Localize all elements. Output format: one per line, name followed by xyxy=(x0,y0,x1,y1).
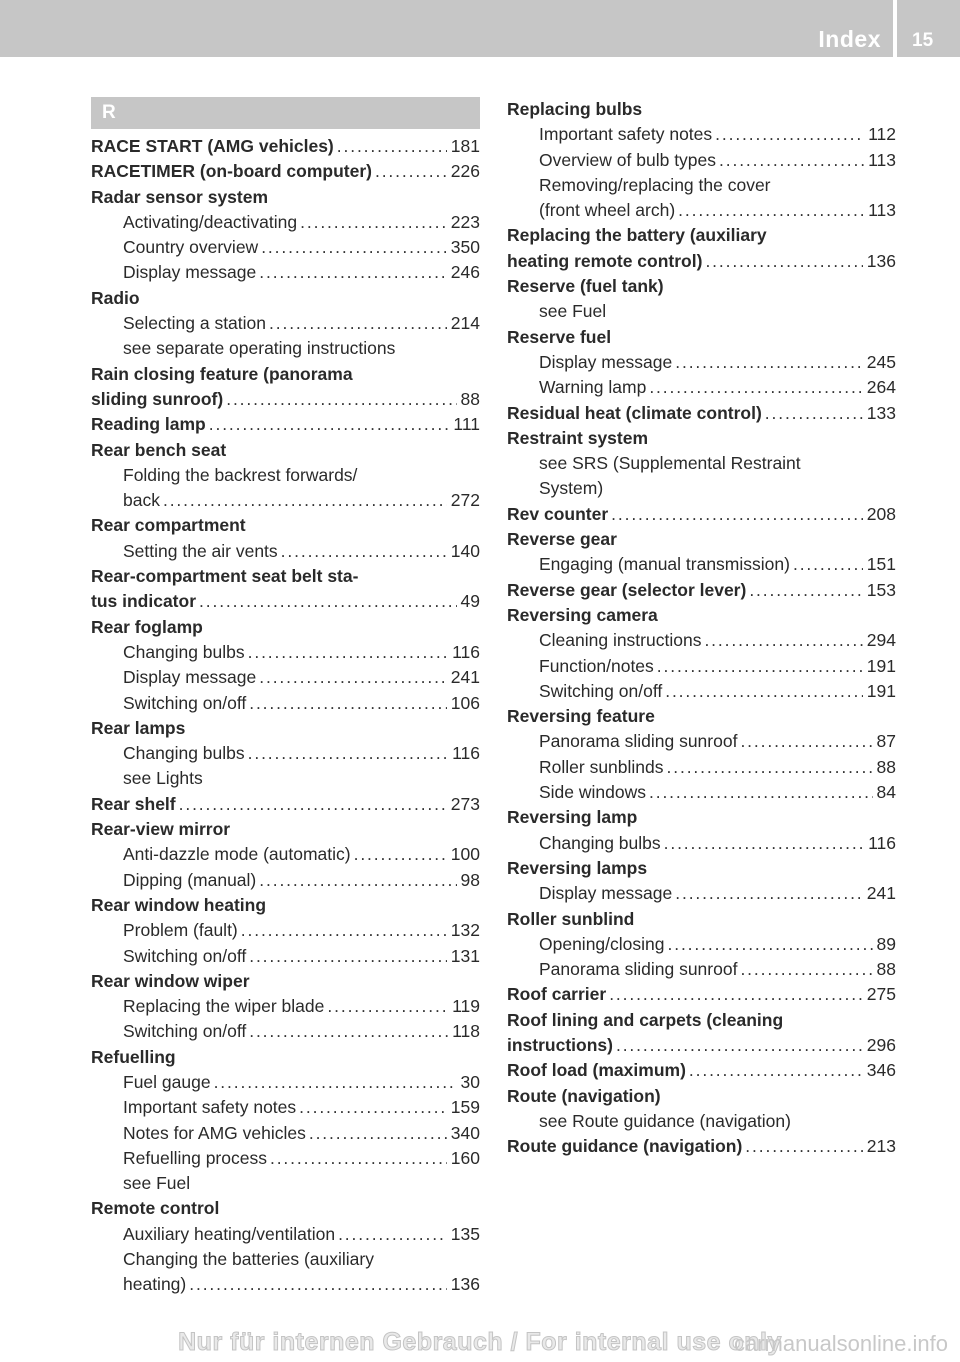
dot-leader xyxy=(338,1222,447,1247)
index-subentry xyxy=(91,311,480,336)
entry-text: Activating/deactivating xyxy=(123,211,298,232)
entry-text: Rear-view mirror xyxy=(91,819,231,840)
page-reference[interactable]: 88 xyxy=(876,756,896,777)
index-subentry xyxy=(91,235,480,260)
index-subentry xyxy=(507,552,896,577)
entry-text: instructions) xyxy=(507,1034,613,1055)
index-entry xyxy=(507,401,896,426)
header-divider xyxy=(893,0,897,57)
page-reference[interactable]: 87 xyxy=(876,731,896,752)
page-reference[interactable]: 159 xyxy=(450,1097,480,1118)
index-entry xyxy=(91,817,480,842)
letter-heading: R xyxy=(91,97,480,129)
page-reference[interactable]: 241 xyxy=(866,883,896,904)
index-entry xyxy=(91,969,480,994)
index-entry xyxy=(507,1058,896,1083)
entry-text: see Lights xyxy=(123,768,203,789)
entry-text: Auxiliary heating/ventilation xyxy=(123,1223,336,1244)
index-entry xyxy=(507,907,896,932)
dot-leader xyxy=(281,539,447,564)
dot-leader xyxy=(675,350,863,375)
entry-text: Notes for AMG vehicles xyxy=(123,1122,306,1143)
page-reference[interactable]: 89 xyxy=(876,933,896,954)
entry-text: Rev counter xyxy=(507,503,609,524)
page-reference[interactable]: 246 xyxy=(450,262,480,283)
entry-text: Engaging (manual transmission) xyxy=(539,554,790,575)
dot-leader xyxy=(705,249,862,274)
index-subentry xyxy=(507,122,896,147)
index-subentry xyxy=(91,640,480,665)
entry-text: see Fuel xyxy=(539,301,607,322)
entry-text: Changing bulbs xyxy=(123,743,245,764)
index-entry xyxy=(91,589,480,614)
dot-leader xyxy=(609,982,863,1007)
page-reference[interactable]: 116 xyxy=(868,832,896,853)
index-subentry xyxy=(507,198,896,223)
index-subentry xyxy=(91,1272,480,1297)
index-entry xyxy=(91,1196,480,1221)
dot-leader xyxy=(269,311,447,336)
entry-text: heating remote control) xyxy=(507,250,703,271)
entry-text: Display message xyxy=(539,351,673,372)
entry-text: (front wheel arch) xyxy=(539,200,676,221)
page-reference[interactable]: 111 xyxy=(453,414,480,435)
dot-leader xyxy=(259,665,447,690)
index-subentry xyxy=(91,336,480,361)
entry-text: Reverse gear xyxy=(507,529,617,550)
dot-leader xyxy=(209,412,450,437)
dot-leader xyxy=(616,1033,863,1058)
entry-text: Display message xyxy=(123,667,257,688)
index-entry xyxy=(507,249,896,274)
index-subentry xyxy=(91,1121,480,1146)
entry-text: Rear window wiper xyxy=(91,970,250,991)
page-reference[interactable]: 133 xyxy=(866,402,896,423)
entry-text: Reversing lamp xyxy=(507,807,638,828)
index-subentry xyxy=(507,932,896,957)
index-entry xyxy=(507,856,896,881)
page-reference[interactable]: 272 xyxy=(450,490,480,511)
index-entry xyxy=(91,792,480,817)
dot-leader xyxy=(793,552,863,577)
index-subentry xyxy=(507,299,896,324)
index-entry xyxy=(507,325,896,350)
entry-text: Reversing lamps xyxy=(507,857,648,878)
entry-text: Rear foglamp xyxy=(91,616,203,637)
dot-leader xyxy=(740,729,872,754)
entry-text: Problem (fault) xyxy=(123,920,238,941)
entry-text: Roof carrier xyxy=(507,984,607,1005)
index-subentry xyxy=(507,831,896,856)
page-reference[interactable]: 98 xyxy=(460,869,480,890)
index-subentry xyxy=(507,451,896,476)
dot-leader xyxy=(226,387,456,412)
page-reference[interactable]: 346 xyxy=(866,1060,896,1081)
dot-leader xyxy=(249,1019,448,1044)
page-reference[interactable]: 135 xyxy=(450,1223,480,1244)
index-subentry xyxy=(507,780,896,805)
entry-text: Dipping (manual) xyxy=(123,869,257,890)
entry-text: sliding sunroof) xyxy=(91,388,224,409)
index-subentry xyxy=(91,488,480,513)
index-subentry xyxy=(507,755,896,780)
entry-text: Reserve (fuel tank) xyxy=(507,276,664,297)
index-subentry xyxy=(91,944,480,969)
dot-leader xyxy=(249,691,447,716)
dot-leader xyxy=(611,502,863,527)
dot-leader xyxy=(199,589,457,614)
page-number: 15 xyxy=(912,30,934,51)
index-entry xyxy=(91,412,480,437)
entry-text: Rear-compartment seat belt sta- xyxy=(91,566,359,587)
index-entry xyxy=(91,564,480,589)
index-list-left xyxy=(91,134,480,1298)
page-reference[interactable]: 118 xyxy=(452,1021,480,1042)
entry-text: Replacing the wiper blade xyxy=(123,996,325,1017)
dot-leader xyxy=(248,640,448,665)
entry-text: Replacing the battery (auxiliary xyxy=(507,225,767,246)
entry-text: see SRS (Supplemental Restraint xyxy=(539,453,801,474)
entry-text: Radar sensor system xyxy=(91,186,269,207)
index-list-right xyxy=(507,97,896,1159)
page-reference[interactable]: 294 xyxy=(866,630,896,651)
entry-text: RACETIMER (on-board computer) xyxy=(91,161,372,182)
index-column-right xyxy=(507,97,896,1159)
dot-leader xyxy=(745,1134,863,1159)
entry-text: Refuelling xyxy=(91,1046,176,1067)
entry-text: Warning lamp xyxy=(539,377,647,398)
page-reference[interactable]: 84 xyxy=(876,782,896,803)
dot-leader xyxy=(665,679,863,704)
index-entry xyxy=(507,1008,896,1033)
entry-text: see Route guidance (navigation) xyxy=(539,1110,791,1131)
index-entry xyxy=(91,716,480,741)
index-column-left xyxy=(91,97,480,1298)
watermark: carmanualsonline.info xyxy=(733,1331,948,1356)
page-header xyxy=(0,0,960,57)
page-reference[interactable]: 241 xyxy=(450,667,480,688)
index-entry xyxy=(91,513,480,538)
index-subentry xyxy=(91,539,480,564)
index-entry xyxy=(91,387,480,412)
index-subentry xyxy=(91,1070,480,1095)
index-subentry xyxy=(91,1247,480,1272)
index-subentry xyxy=(507,350,896,375)
page-reference[interactable]: 106 xyxy=(450,692,480,713)
index-subentry xyxy=(91,665,480,690)
dot-leader xyxy=(749,578,862,603)
dot-leader xyxy=(715,122,864,147)
entry-text: heating) xyxy=(123,1274,187,1295)
index-entry xyxy=(91,893,480,918)
page-reference[interactable]: 136 xyxy=(450,1274,480,1295)
entry-text: Reading lamp xyxy=(91,414,206,435)
entry-text: see Fuel xyxy=(123,1173,191,1194)
dot-leader xyxy=(261,235,447,260)
entry-text: Rear compartment xyxy=(91,515,246,536)
dot-leader xyxy=(704,628,862,653)
dot-leader xyxy=(657,654,863,679)
page-reference[interactable]: 113 xyxy=(868,149,896,170)
entry-text: Residual heat (climate control) xyxy=(507,402,762,423)
page-reference[interactable]: 131 xyxy=(450,945,480,966)
entry-text: Roller sunblinds xyxy=(539,756,664,777)
entry-text: Panorama sliding sunroof xyxy=(539,731,738,752)
page-reference[interactable]: 151 xyxy=(866,554,896,575)
entry-text: Selecting a station xyxy=(123,313,267,334)
entry-text: tus indicator xyxy=(91,591,197,612)
index-subentry xyxy=(507,476,896,501)
entry-text: Setting the air vents xyxy=(123,540,278,561)
index-subentry xyxy=(91,691,480,716)
page-reference[interactable]: 136 xyxy=(866,250,896,271)
index-subentry xyxy=(507,679,896,704)
dot-leader xyxy=(649,375,862,400)
page-reference[interactable]: 213 xyxy=(866,1136,896,1157)
entry-text: Switching on/off xyxy=(539,680,663,701)
entry-text: Refuelling process xyxy=(123,1147,267,1168)
dot-leader xyxy=(241,918,447,943)
index-subentry xyxy=(91,1171,480,1196)
entry-text: Display message xyxy=(123,262,257,283)
index-entry xyxy=(507,1134,896,1159)
entry-text: Folding the backrest forwards/ xyxy=(123,464,358,485)
index-subentry xyxy=(91,210,480,235)
index-subentry xyxy=(507,1109,896,1134)
entry-text: Switching on/off xyxy=(123,692,247,713)
index-entry xyxy=(507,1084,896,1109)
dot-leader xyxy=(765,401,863,426)
dot-leader xyxy=(299,1095,447,1120)
dot-leader xyxy=(719,148,864,173)
dot-leader xyxy=(668,932,873,957)
page-reference[interactable]: 273 xyxy=(450,793,480,814)
page-reference[interactable]: 112 xyxy=(868,124,896,145)
entry-text: Replacing bulbs xyxy=(507,99,643,119)
page-reference[interactable]: 132 xyxy=(450,920,480,941)
entry-text: Rear lamps xyxy=(91,717,186,738)
entry-text: Radio xyxy=(91,287,140,308)
entry-text: System) xyxy=(539,478,604,499)
index-entry xyxy=(507,426,896,451)
index-entry xyxy=(507,578,896,603)
index-subentry xyxy=(507,148,896,173)
index-entry xyxy=(91,159,480,184)
index-entry xyxy=(91,362,480,387)
dot-leader xyxy=(675,881,863,906)
dot-leader xyxy=(337,134,447,159)
entry-text: Reversing feature xyxy=(507,706,655,727)
index-subentry xyxy=(507,957,896,982)
entry-text: Overview of bulb types xyxy=(539,149,717,170)
index-entry xyxy=(91,134,480,159)
index-entry xyxy=(91,438,480,463)
entry-text: Reserve fuel xyxy=(507,326,612,347)
entry-text: Roof lining and carpets (cleaning xyxy=(507,1009,784,1030)
dot-leader xyxy=(300,210,447,235)
page-reference[interactable]: 116 xyxy=(452,641,480,662)
dot-leader xyxy=(259,260,447,285)
page-reference[interactable]: 153 xyxy=(866,579,896,600)
page-reference[interactable]: 88 xyxy=(876,959,896,980)
page-reference[interactable]: 181 xyxy=(450,136,480,156)
entry-text: RACE START (AMG vehicles) xyxy=(91,136,334,156)
index-subentry xyxy=(91,918,480,943)
index-entry xyxy=(91,286,480,311)
index-subentry xyxy=(507,881,896,906)
index-entry xyxy=(91,185,480,210)
index-subentry xyxy=(507,375,896,400)
index-subentry xyxy=(91,994,480,1019)
entry-text: back xyxy=(123,490,160,511)
dot-leader xyxy=(740,957,872,982)
page-reference[interactable]: 116 xyxy=(452,743,480,764)
page-reference[interactable]: 49 xyxy=(460,591,480,612)
index-subentry xyxy=(91,1222,480,1247)
index-entry xyxy=(507,97,896,122)
index-entry xyxy=(507,502,896,527)
index-entry xyxy=(507,1033,896,1058)
entry-text: Reversing camera xyxy=(507,604,658,625)
index-subentry xyxy=(507,729,896,754)
page-reference[interactable]: 88 xyxy=(460,388,480,409)
page-reference[interactable]: 350 xyxy=(450,237,480,258)
index-subentry xyxy=(91,842,480,867)
dot-leader xyxy=(179,792,447,817)
entry-text: Switching on/off xyxy=(123,1021,247,1042)
entry-text: Route guidance (navigation) xyxy=(507,1136,743,1157)
entry-text: Roof load (maximum) xyxy=(507,1060,686,1081)
entry-text: Function/notes xyxy=(539,655,654,676)
entry-text: Side windows xyxy=(539,782,646,803)
page-reference[interactable]: 214 xyxy=(450,313,480,334)
index-entry xyxy=(507,274,896,299)
page-reference[interactable]: 113 xyxy=(868,200,896,221)
page-reference[interactable]: 208 xyxy=(866,503,896,524)
index-subentry xyxy=(91,463,480,488)
dot-leader xyxy=(664,831,864,856)
dot-leader xyxy=(270,1146,447,1171)
index-entry xyxy=(507,704,896,729)
page-reference[interactable]: 119 xyxy=(452,996,480,1017)
index-subentry xyxy=(507,628,896,653)
dot-leader xyxy=(214,1070,457,1095)
index-entry xyxy=(507,527,896,552)
entry-text: Country overview xyxy=(123,237,259,258)
dot-leader xyxy=(354,842,447,867)
entry-text: Display message xyxy=(539,883,673,904)
entry-text: Reverse gear (selector lever) xyxy=(507,579,747,600)
page-reference[interactable]: 30 xyxy=(460,1071,480,1092)
entry-text: Switching on/off xyxy=(123,945,247,966)
entry-text: Removing/replacing the cover xyxy=(539,174,771,195)
entry-text: Panorama sliding sunroof xyxy=(539,959,738,980)
dot-leader xyxy=(678,198,864,223)
dot-leader xyxy=(667,755,873,780)
index-subentry xyxy=(507,654,896,679)
dot-leader xyxy=(189,1272,447,1297)
entry-text: Changing the batteries (auxiliary xyxy=(123,1249,374,1270)
entry-text: Rear shelf xyxy=(91,793,176,814)
index-subentry xyxy=(91,1146,480,1171)
entry-text: Roller sunblind xyxy=(507,908,635,929)
page-reference[interactable]: 226 xyxy=(450,161,480,182)
entry-text: Anti-dazzle mode (automatic) xyxy=(123,844,351,865)
index-entry xyxy=(507,805,896,830)
entry-text: see separate operating instructions xyxy=(123,338,396,359)
dot-leader xyxy=(259,868,456,893)
index-subentry xyxy=(507,173,896,198)
entry-text: Route (navigation) xyxy=(507,1085,661,1106)
index-entry xyxy=(91,1045,480,1070)
entry-text: Changing bulbs xyxy=(539,832,661,853)
index-subentry xyxy=(91,741,480,766)
entry-text: Important safety notes xyxy=(123,1097,297,1118)
index-entry xyxy=(507,982,896,1007)
entry-text: Restraint system xyxy=(507,427,649,448)
entry-text: Changing bulbs xyxy=(123,641,245,662)
dot-leader xyxy=(248,741,448,766)
entry-text: Remote control xyxy=(91,1198,220,1219)
page-reference[interactable]: 275 xyxy=(866,984,896,1005)
index-subentry xyxy=(91,868,480,893)
entry-text: Rain closing feature (panorama xyxy=(91,363,353,384)
page-reference[interactable]: 140 xyxy=(450,540,480,561)
entry-text: Rear window heating xyxy=(91,894,267,915)
section-title: Index xyxy=(818,26,881,52)
entry-text: Cleaning instructions xyxy=(539,630,702,651)
page-reference[interactable]: 223 xyxy=(450,211,480,232)
page-reference[interactable]: 296 xyxy=(866,1034,896,1055)
entry-text: Rear bench seat xyxy=(91,439,227,460)
index-subentry xyxy=(91,260,480,285)
index-entry xyxy=(507,603,896,628)
page-reference[interactable]: 340 xyxy=(450,1122,480,1143)
page-reference[interactable]: 191 xyxy=(866,655,896,676)
page-reference[interactable]: 160 xyxy=(450,1147,480,1168)
dot-leader xyxy=(309,1121,447,1146)
index-subentry xyxy=(91,1095,480,1120)
entry-text: Important safety notes xyxy=(539,124,713,145)
index-entry xyxy=(507,223,896,248)
entry-text: Opening/closing xyxy=(539,933,665,954)
page-reference[interactable]: 191 xyxy=(866,680,896,701)
page-reference[interactable]: 264 xyxy=(866,377,896,398)
page-reference[interactable]: 100 xyxy=(450,844,480,865)
internal-use-notice: Nur für internen Gebrauch / For internal use only xyxy=(178,1328,782,1356)
entry-text: Fuel gauge xyxy=(123,1071,211,1092)
dot-leader xyxy=(375,159,447,184)
index-subentry xyxy=(91,1019,480,1044)
dot-leader xyxy=(649,780,873,805)
dot-leader xyxy=(689,1058,863,1083)
dot-leader xyxy=(163,488,447,513)
page-reference[interactable]: 245 xyxy=(866,351,896,372)
index-entry xyxy=(91,615,480,640)
index-subentry xyxy=(91,766,480,791)
dot-leader xyxy=(249,944,447,969)
dot-leader xyxy=(327,994,448,1019)
